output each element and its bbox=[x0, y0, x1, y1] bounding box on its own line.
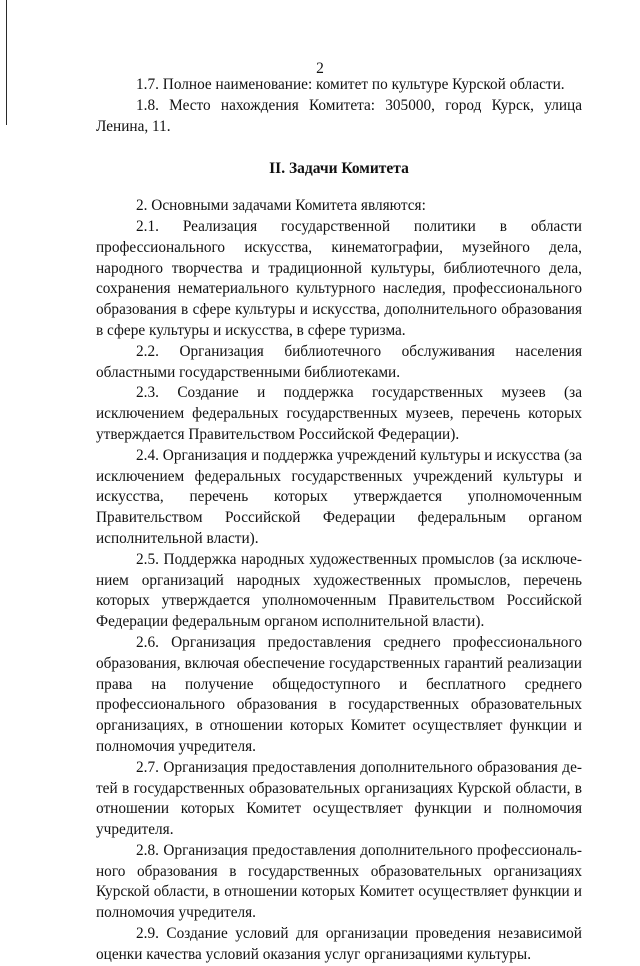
section-title: II. Задачи Комитета bbox=[269, 160, 409, 178]
paragraph-2-5: 2.5. Поддержка народных художественных промыслов (за исключением организаций народных художественных промыслов, перечень которых утверждается уполномоченным Правительством Российской Федерации федеральным органом исполнительной власти). bbox=[96, 550, 582, 631]
paragraph-2-4: 2.4. Организация и поддержка учреждений культуры и искусства (за исключением федеральных государственных учреждений культуры и искусства, перечень которых утверждается уполномоченным Правительством Российской Федерации федеральным органом исполнительной власти). bbox=[96, 446, 582, 547]
paragraph-2-8: 2.8. Организация предоставления дополнительного профессионального образования в государственных образовательных организациях Курской области, в отношении которых Комитет осуществляет функции и полномочия учредителя. bbox=[96, 841, 582, 922]
page-number: 2 bbox=[316, 60, 324, 77]
paragraph-2-intro: 2. Основными задачами Комитета являются: bbox=[136, 197, 426, 215]
paragraph-2-9: 2.9. Создание условий для организации проведения независимой оценки качества условий оказания услуг организациями культуры. bbox=[96, 925, 582, 963]
paragraph-2-3: 2.3. Создание и поддержка государственных музеев (за исключением федеральных государственных музеев, перечень которых утверждается Правительством Российской Федерации). bbox=[96, 384, 582, 443]
paragraph-1-7: 1.7. Полное наименование: комитет по культуре Курской области. bbox=[136, 76, 565, 93]
paragraph-1-8: 1.8. Место нахождения Комитета: 305000, город Курск, улица Ленина, 11. bbox=[96, 96, 582, 135]
paragraph-2-6: 2.6. Организация предоставления среднего профессионального образования, включая обеспечение государственных гарантий реализации права на получение общедоступного и бесплатного среднего профессионального образования в государственных образовательных организациях, в отношении которых Комитет осуществляет функции и полномочия учредителя. bbox=[96, 633, 582, 755]
paragraph-2-7: 2.7. Организация предоставления дополнительного образования детей в государственных образовательных организациях Курской области, в отношении которых Комитет осуществляет функции и полномочия учредителя. bbox=[96, 758, 582, 839]
document-body bbox=[96, 75, 582, 966]
paragraph-2-2: 2.2. Организация библиотечного обслуживания населения областными государственными библиотеками. bbox=[96, 342, 582, 381]
paragraph-2-1: 2.1. Реализация государственной политики в области профессионального искусства, кинематографии, музейного дела, народного творчества и традиционной культуры, библиотечного дела, сохранения нематериального культурного наследия, профессионального образования в сфере культуры и искусства, дополнительного образования в сфере культуры и искусства, в сфере туризма. bbox=[96, 217, 582, 339]
